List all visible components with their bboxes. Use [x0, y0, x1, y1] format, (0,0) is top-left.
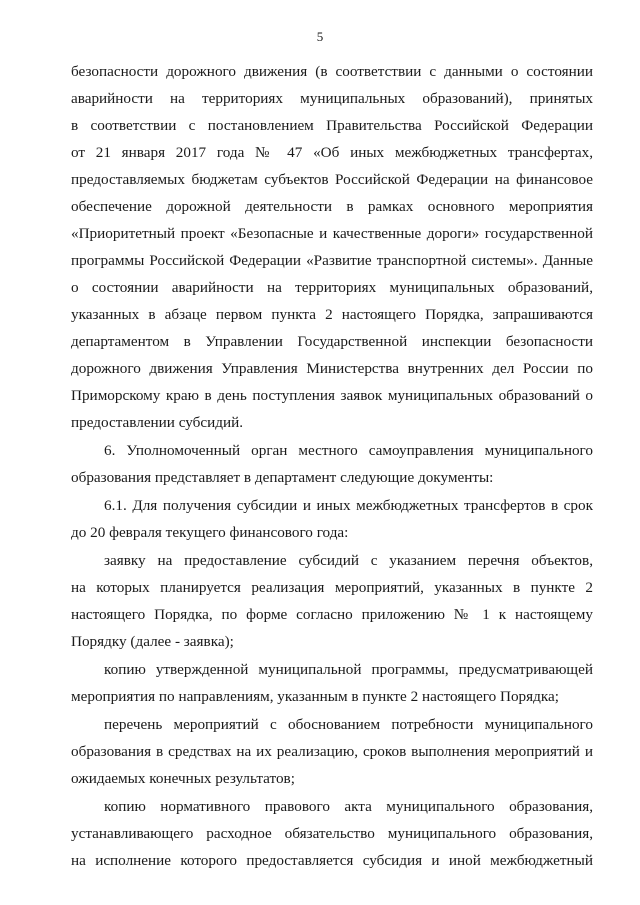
text-line: предоставляемых бюджетам субъектов Российской Федерации на финансовое	[71, 171, 593, 188]
page-number: 5	[316, 29, 324, 44]
text-line: безопасности дорожного движения (в соответствии с данными о состоянии	[71, 63, 593, 80]
text-line: программы Российской Федерации «Развитие транспортной системы». Данные	[71, 252, 593, 269]
text-line: на которых планируется реализация мероприятий, указанных в пункте 2	[71, 579, 593, 596]
text-line: обеспечение дорожной деятельности в рамках основного мероприятия	[71, 198, 593, 215]
text-line: ожидаемых конечных результатов;	[71, 770, 295, 787]
text-line: Приморскому краю в день поступления заявок муниципальных образований о	[71, 387, 593, 404]
text-line: Порядку (далее - заявка);	[71, 633, 234, 650]
text-line: заявку на предоставление субсидий с указанием перечня объектов,	[104, 552, 593, 569]
text-line: дорожного движения Управления Министерства внутренних дел России по	[71, 360, 593, 377]
text-line: настоящего Порядка, по форме согласно приложению № 1 к настоящему	[71, 606, 593, 623]
text-line: на исполнение которого предоставляется субсидия и иной межбюджетный	[71, 852, 593, 869]
text-line: копию нормативного правового акта муниципального образования,	[104, 798, 593, 815]
text-line: мероприятия по направлениям, указанным в пункте 2 настоящего Порядка;	[71, 688, 559, 705]
text-line: аварийности на территориях муниципальных образований), принятых	[71, 90, 593, 107]
text-line: о состоянии аварийности на территориях муниципальных образований,	[71, 279, 593, 296]
text-line: копию утвержденной муниципальной программы, предусматривающей	[104, 661, 593, 678]
text-line: в соответствии с постановлением Правительства Российской Федерации	[71, 117, 593, 134]
text-line: департаментом в Управлении Государственной инспекции безопасности	[71, 333, 593, 350]
text-line: 6.1. Для получения субсидии и иных межбюджетных трансфертов в срок	[104, 497, 593, 514]
text-line: «Приоритетный проект «Безопасные и качественные дороги» государственной	[71, 225, 593, 242]
text-line: до 20 февраля текущего финансового года:	[71, 524, 349, 541]
text-line: 6. Уполномоченный орган местного самоуправления муниципального	[104, 442, 593, 459]
text-line: образования представляет в департамент следующие документы:	[71, 469, 494, 486]
text-line: образования в средствах на их реализацию, сроков выполнения мероприятий и	[71, 743, 593, 760]
text-line: перечень мероприятий с обоснованием потребности муниципального	[104, 716, 593, 733]
text-line: предоставлении субсидий.	[71, 414, 244, 431]
text-line: от 21 января 2017 года № 47 «Об иных межбюджетных трансфертах,	[71, 144, 593, 161]
text-line: указанных в абзаце первом пункта 2 настоящего Порядка, запрашиваются	[71, 306, 593, 323]
text-line: устанавливающего расходное обязательство муниципального образования,	[71, 825, 593, 842]
